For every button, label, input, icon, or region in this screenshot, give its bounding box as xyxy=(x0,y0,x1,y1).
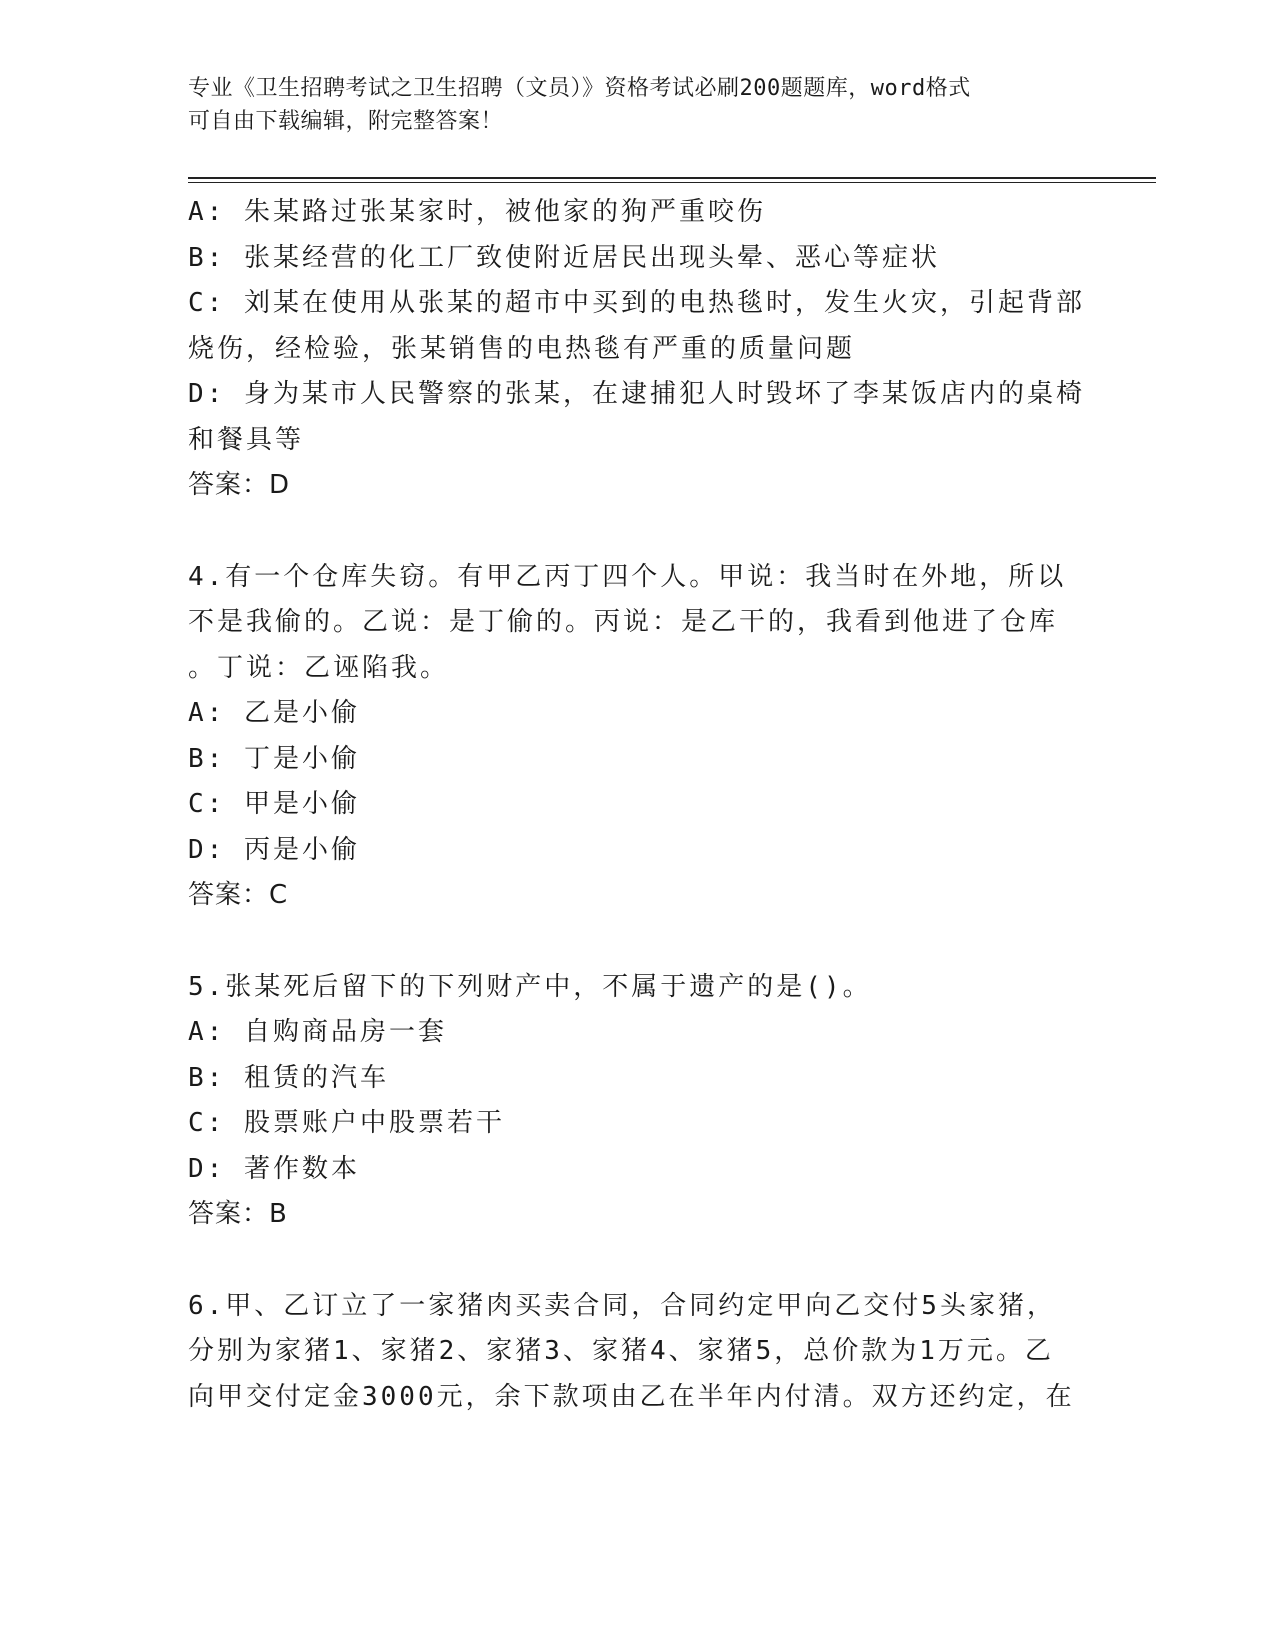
spacer xyxy=(188,509,1088,555)
header-line-1: 专业《卫生招聘考试之卫生招聘（文员）》资格考试必刷200题题库，word格式 xyxy=(188,76,971,101)
option-d-line-1: D: 身为某市人民警察的张某，在逮捕犯人时毁坏了李某饭店内的桌椅 xyxy=(188,379,1085,409)
option-d: D: 丙是小偷 xyxy=(188,834,360,865)
spacer xyxy=(188,1238,1088,1284)
question-stem-line-1: 6.甲、乙订立了一家猪肉买卖合同，合同约定甲向乙交付5头家猪， xyxy=(188,1290,1056,1321)
option-c-line-2: 烧伤，经检验，张某销售的电热毯有严重的质量问题 xyxy=(188,333,856,364)
option-d-line-2: 和餐具等 xyxy=(188,424,305,455)
option-a: A: 自购商品房一套 xyxy=(188,1017,447,1047)
answer-text: 答案：C xyxy=(188,880,289,910)
question-5 xyxy=(188,965,1088,1238)
option-b: B: 丁是小偷 xyxy=(188,743,360,774)
question-stem-line-3: 向甲交付定金3000元，余下款项由乙在半年内付清。双方还约定，在 xyxy=(188,1381,1075,1412)
option-c: C: 甲是小偷 xyxy=(188,789,360,819)
spacer xyxy=(188,919,1088,965)
option-c-line-1: C: 刘某在使用从张某的超市中买到的电热毯时，发生火灾，引起背部 xyxy=(188,288,1085,318)
question-stem-line-3: 。丁说：乙诬陷我。 xyxy=(188,652,450,683)
header-rule-thick xyxy=(188,177,1156,179)
question-3-options xyxy=(188,190,1088,509)
option-a: A: 乙是小偷 xyxy=(188,698,360,728)
document-header xyxy=(188,72,1088,138)
option-b: B: 租赁的汽车 xyxy=(188,1062,389,1093)
question-stem-line-2: 不是我偷的。乙说：是丁偷的。丙说：是乙干的，我看到他进了仓库 xyxy=(188,607,1059,637)
question-stem-line-2: 分别为家猪1、家猪2、家猪3、家猪4、家猪5，总价款为1万元。乙 xyxy=(188,1336,1054,1366)
question-4 xyxy=(188,555,1088,919)
answer-text: 答案：B xyxy=(188,1199,288,1229)
document-body xyxy=(188,190,1088,1420)
header-rule-thin xyxy=(188,182,1156,183)
answer-text: 答案：D xyxy=(188,470,291,500)
question-stem-line-1: 4.有一个仓库失窃。有甲乙丙丁四个人。甲说：我当时在外地，所以 xyxy=(188,561,1067,592)
question-stem: 5.张某死后留下的下列财产中，不属于遗产的是()。 xyxy=(188,971,872,1002)
option-c: C: 股票账户中股票若干 xyxy=(188,1108,505,1138)
option-d: D: 著作数本 xyxy=(188,1153,360,1184)
question-6 xyxy=(188,1284,1088,1421)
header-line-2: 可自由下载编辑，附完整答案！ xyxy=(188,109,504,134)
option-b: B: 张某经营的化工厂致使附近居民出现头晕、恶心等症状 xyxy=(188,242,940,273)
option-a: A: 朱某路过张某家时，被他家的狗严重咬伤 xyxy=(188,197,766,227)
